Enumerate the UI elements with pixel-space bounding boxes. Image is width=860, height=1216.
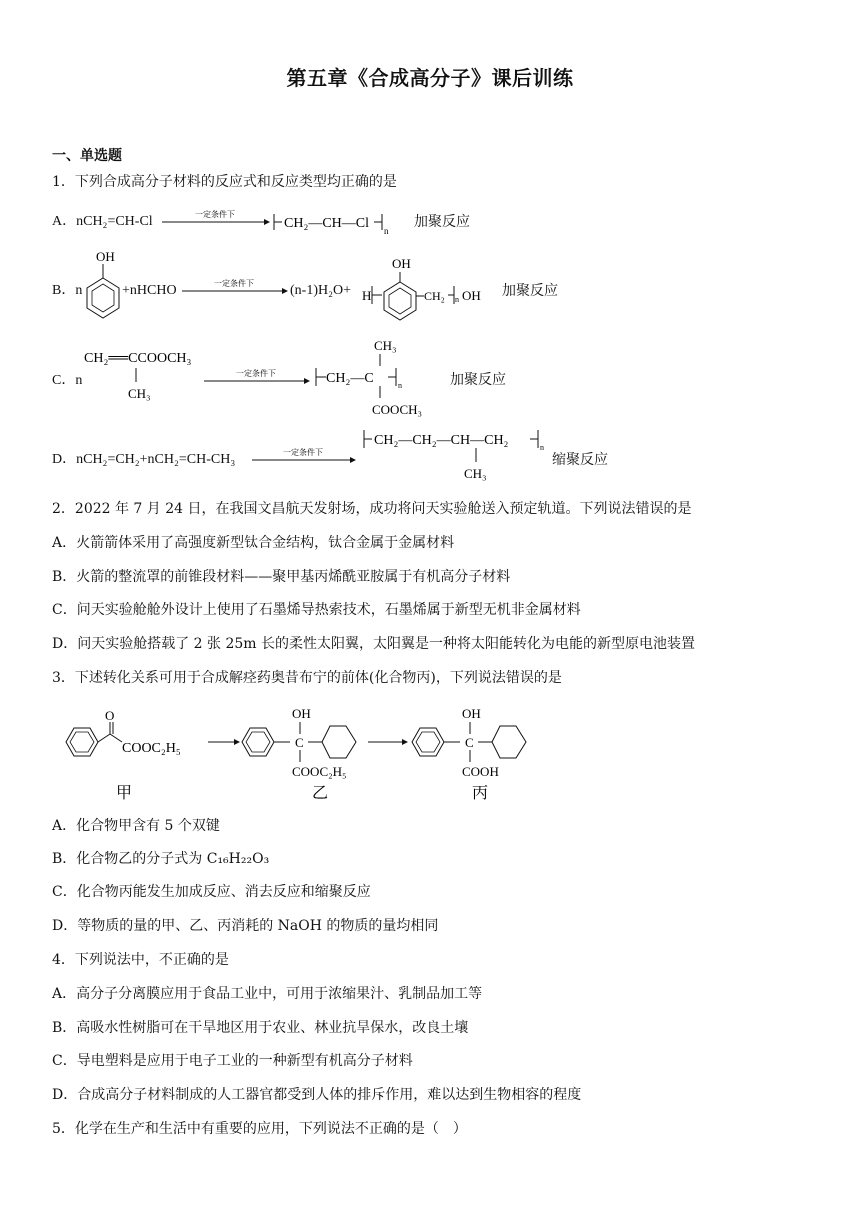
q1-a-condition: 一定条件下 [195, 210, 235, 219]
jia-ester: COOC₂H₅ [122, 741, 181, 756]
q1-option-b-reagent: +nHCHO [122, 283, 177, 298]
q4-option-c: C．导电塑料是应用于电子工业的一种新型有机高分子材料 [52, 1053, 413, 1069]
q3-reaction-scheme [52, 700, 552, 804]
q4-stem: 4．下列说法中，不正确的是 [52, 952, 229, 968]
resin-n: n [455, 295, 459, 304]
q1-option-a-product [270, 204, 410, 238]
q1-option-c-type: 加聚反应 [450, 372, 506, 388]
resin-oh: OH [462, 288, 481, 303]
resin-ch2: CH₂ [424, 289, 445, 303]
q1-stem: 1．下列合成高分子材料的反应式和反应类型均正确的是 [52, 174, 397, 190]
copolymer-n: n [540, 443, 544, 452]
phenol-structure [82, 248, 124, 328]
pmma-methyl-top: CH₃ [374, 338, 397, 353]
mma-methyl: CH₃ [128, 386, 151, 401]
compound-bing [412, 706, 526, 802]
mma-monomer-structure [84, 344, 204, 406]
resin-h: H [362, 288, 372, 303]
mma-monomer-text: CH₂══CCOOCH₃ [84, 351, 192, 366]
q3-option-d: D．等物质的量的甲、乙、丙消耗的 NaOH 的物质的量均相同 [52, 918, 439, 934]
copolymer-structure [356, 426, 552, 486]
q1-option-d-label: D．nCH₂=CH₂+nCH₂=CH-CH₃ [52, 452, 236, 467]
phenol-oh: OH [96, 249, 115, 264]
yi-c: C [295, 735, 304, 750]
jia-name: 甲 [116, 785, 133, 802]
q1-option-a-label: A．nCH₂=CH-Cl [52, 214, 153, 229]
q1-option-a-type: 加聚反应 [414, 214, 470, 230]
q1-option-b-type: 加聚反应 [502, 283, 558, 299]
compound-jia [66, 708, 181, 802]
resin-oh-top: OH [392, 256, 411, 271]
q1-b-condition: 一定条件下 [214, 279, 254, 288]
section-heading: 一、单选题 [52, 148, 122, 164]
q1-option-b-water: (n-1)H₂O+ [290, 283, 351, 298]
yi-name: 乙 [312, 785, 329, 802]
bing-c: C [465, 735, 474, 750]
q5-stem: 5．化学在生产和生活中有重要的应用，下列说法不正确的是（ ） [52, 1121, 467, 1137]
jia-o: O [105, 708, 115, 723]
q1-option-b-arrow [180, 277, 288, 301]
q1-option-d-type: 缩聚反应 [552, 452, 608, 468]
q1-a-product-text: CH₂—CH—Cl [284, 216, 370, 231]
pmma-structure [312, 334, 442, 422]
q2-option-b: B．火箭的整流罩的前锥段材料——聚甲基丙烯酰亚胺属于有机高分子材料 [52, 569, 511, 585]
page-title: 第五章《合成高分子》课后训练 [286, 66, 574, 90]
copolymer-methyl: CH₃ [464, 466, 487, 481]
q1-option-c-label: C．n [52, 373, 83, 388]
bing-acid: COOH [462, 764, 499, 779]
bing-oh: OH [462, 706, 481, 721]
q4-option-b: B．高吸水性树脂可在干旱地区用于农业、林业抗旱保水，改良土壤 [52, 1020, 469, 1036]
q1-option-c-arrow [202, 367, 310, 391]
copolymer-chain: CH₂—CH₂—CH—CH₂ [374, 433, 509, 448]
q4-option-d: D．合成高分子材料制成的人工器官都受到人体的排斥作用，难以达到生物相容的程度 [52, 1087, 582, 1103]
q3-option-b: B．化合物乙的分子式为 C₁₆H₂₂O₃ [52, 851, 270, 867]
q1-option-a-arrow [160, 208, 270, 232]
q2-option-d: D．问天实验舱搭载了 2 张 25m 长的柔性太阳翼，太阳翼是一种将太阳能转化为电能的新型原电池装置 [52, 636, 696, 652]
phenolic-resin-structure [358, 252, 488, 328]
yi-ester: COOC₂H₅ [292, 764, 347, 779]
bing-name: 丙 [472, 785, 489, 802]
pmma-ester: COOCH₃ [372, 402, 423, 417]
yi-oh: OH [292, 706, 311, 721]
pmma-chain: CH₂—C [326, 371, 374, 386]
q1-option-b-label: B．n [52, 283, 83, 298]
q3-option-c: C．化合物丙能发生加成反应、消去反应和缩聚反应 [52, 884, 371, 900]
q2-option-a: A．火箭箭体采用了高强度新型钛合金结构，钛合金属于金属材料 [52, 535, 455, 551]
q2-option-c: C．问天实验舱舱外设计上使用了石墨烯导热索技术，石墨烯属于新型无机非金属材料 [52, 602, 581, 618]
compound-yi [242, 706, 356, 802]
q1-option-d-arrow [250, 446, 356, 470]
q3-option-a: A．化合物甲含有 5 个双键 [52, 818, 220, 834]
q1-c-condition: 一定条件下 [236, 369, 276, 378]
q1-d-condition: 一定条件下 [283, 448, 323, 457]
q3-stem: 3．下述转化关系可用于合成解痉药奥昔布宁的前体(化合物丙)，下列说法错误的是 [52, 670, 562, 686]
q1-a-n: n [384, 226, 389, 236]
pmma-n: n [398, 381, 402, 390]
q2-stem: 2．2022 年 7 月 24 日，在我国文昌航天发射场，成功将问天实验舱送入预定轨道。下列说法错误的是 [52, 501, 692, 517]
q4-option-a: A．高分子分离膜应用于食品工业中，可用于浓缩果汁、乳制品加工等 [52, 986, 483, 1002]
